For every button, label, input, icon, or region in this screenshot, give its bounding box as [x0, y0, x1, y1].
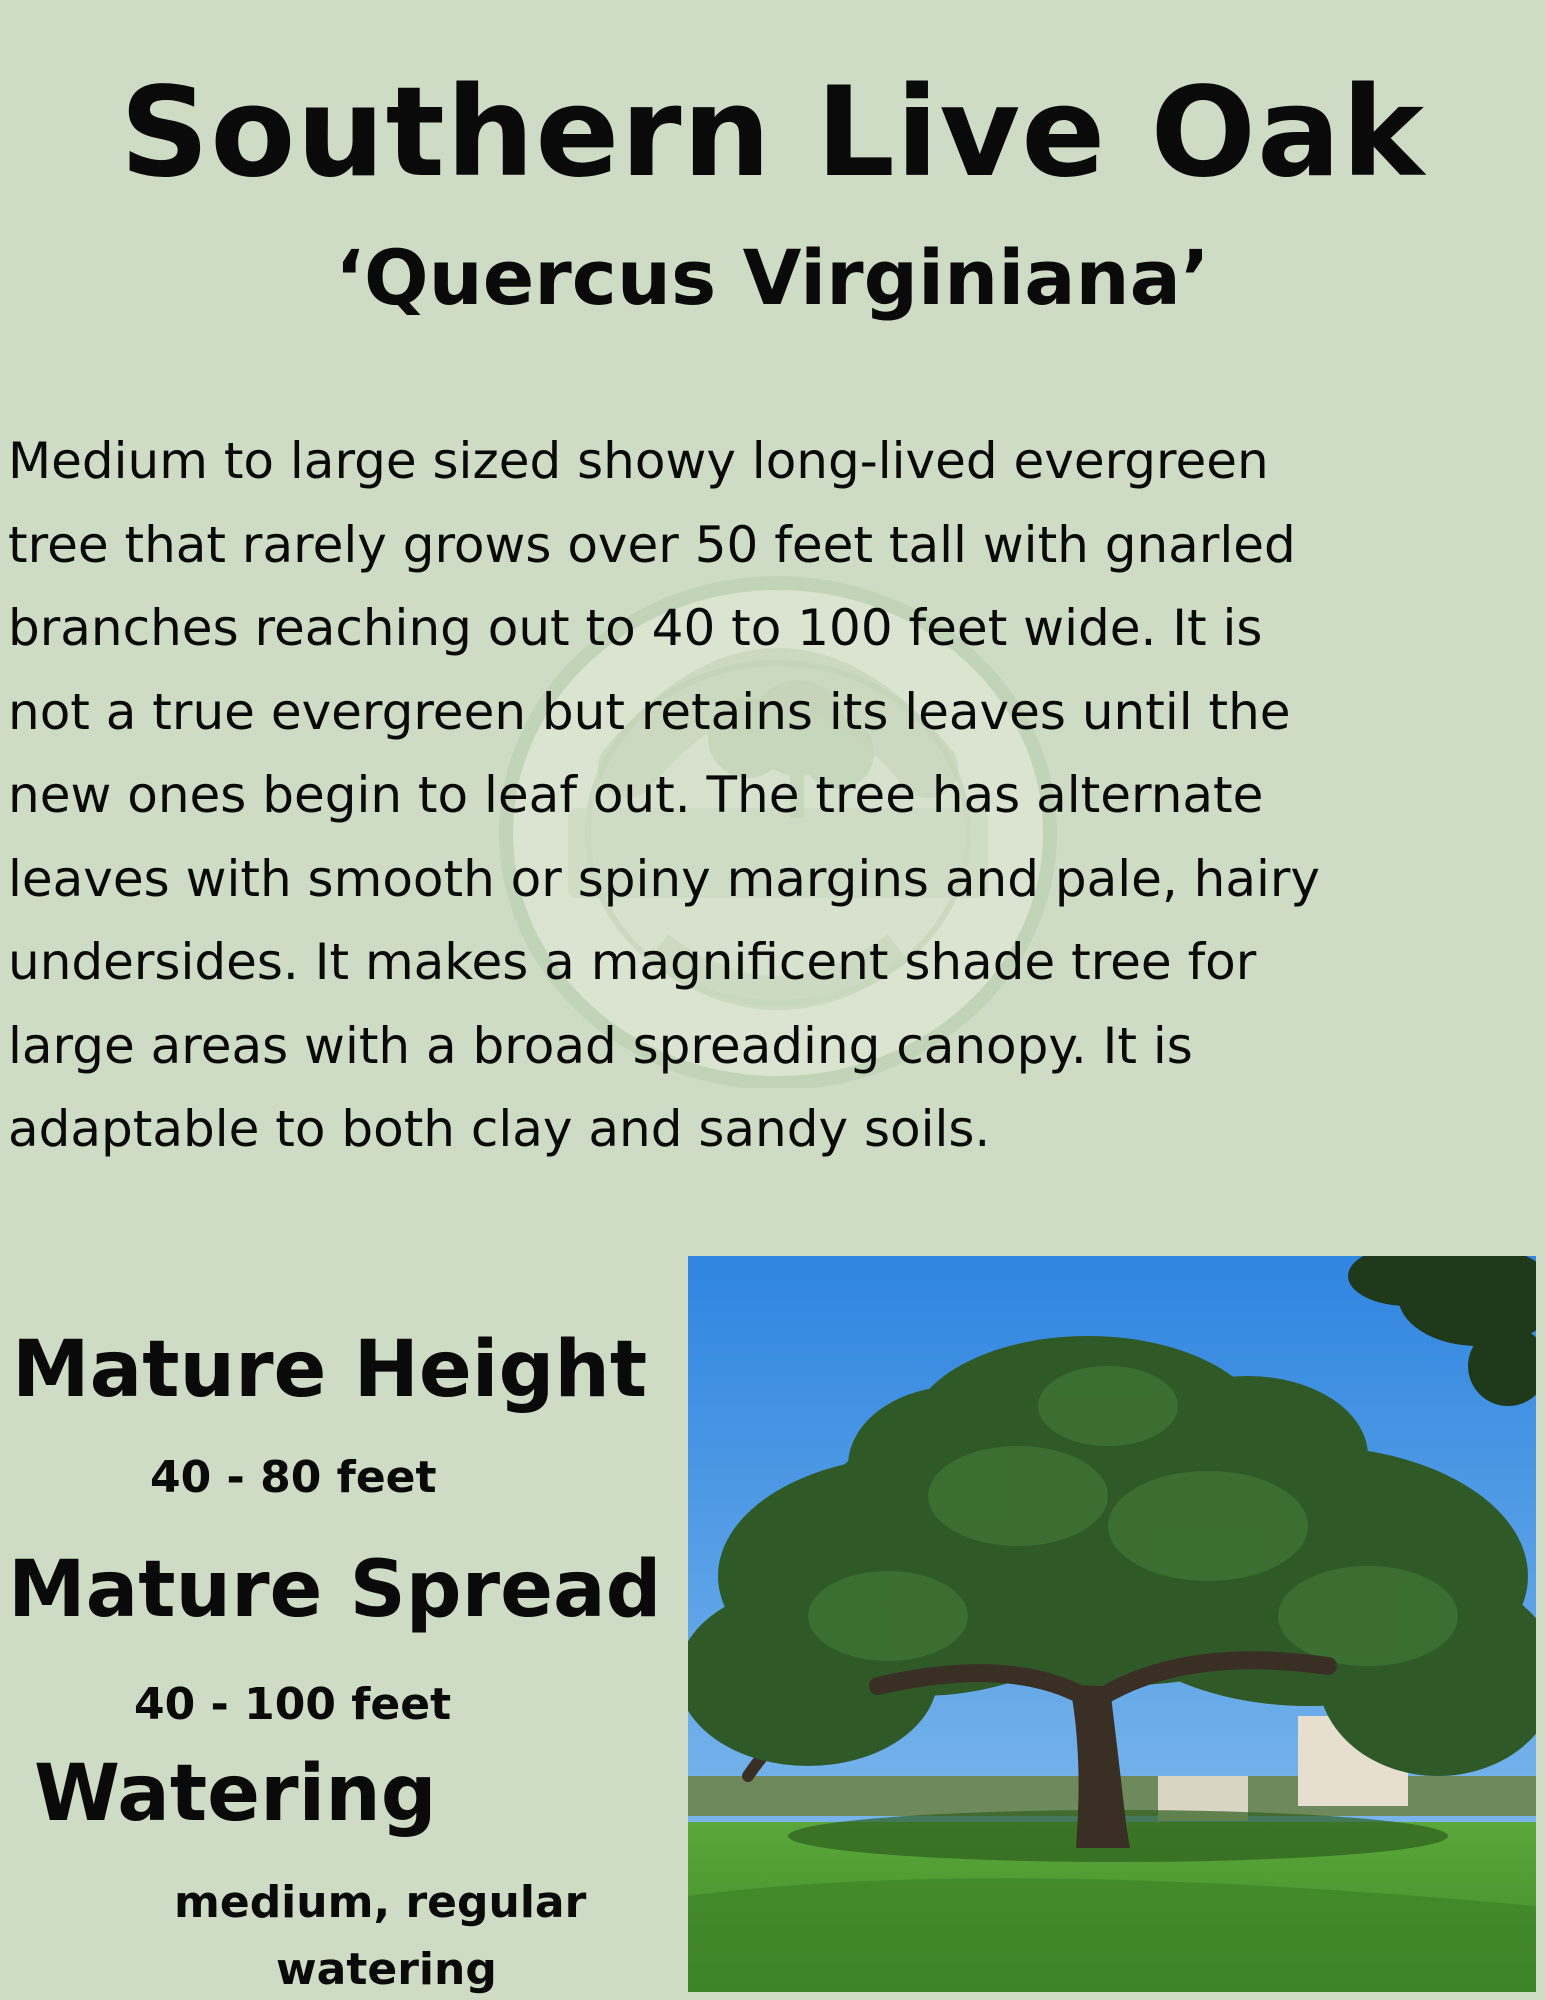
live-oak-tree-photo — [688, 1256, 1536, 1992]
mature-height-label: Mature Height — [12, 1325, 648, 1415]
scientific-name: ‘Quercus Virginiana’ — [335, 233, 1210, 322]
watering-value-line1: medium, regular — [174, 1877, 587, 1928]
watering-label: Watering — [34, 1749, 437, 1839]
page-title: Southern Live Oak — [119, 61, 1426, 205]
mature-height-value: 40 - 80 feet — [150, 1452, 437, 1503]
watering-value-line2: watering — [276, 1944, 497, 1995]
mature-spread-value: 40 - 100 feet — [134, 1679, 452, 1730]
mature-spread-label: Mature Spread — [8, 1545, 662, 1635]
tree-description: Medium to large sized showy long-lived evergreen tree that rarely grows over 50 feet tall with gnarled branches reaching out to 40 to 100 feet wide. It is not a true evergreen but retains its leaves until the new ones begin to leaf out. The tree has alternate leaves with smooth or spiny margins and pale, hairy undersides. It makes a magnificent shade tree for large areas with a broad spreading canopy. It is adaptable to both clay and sandy soils. — [8, 432, 1321, 1158]
